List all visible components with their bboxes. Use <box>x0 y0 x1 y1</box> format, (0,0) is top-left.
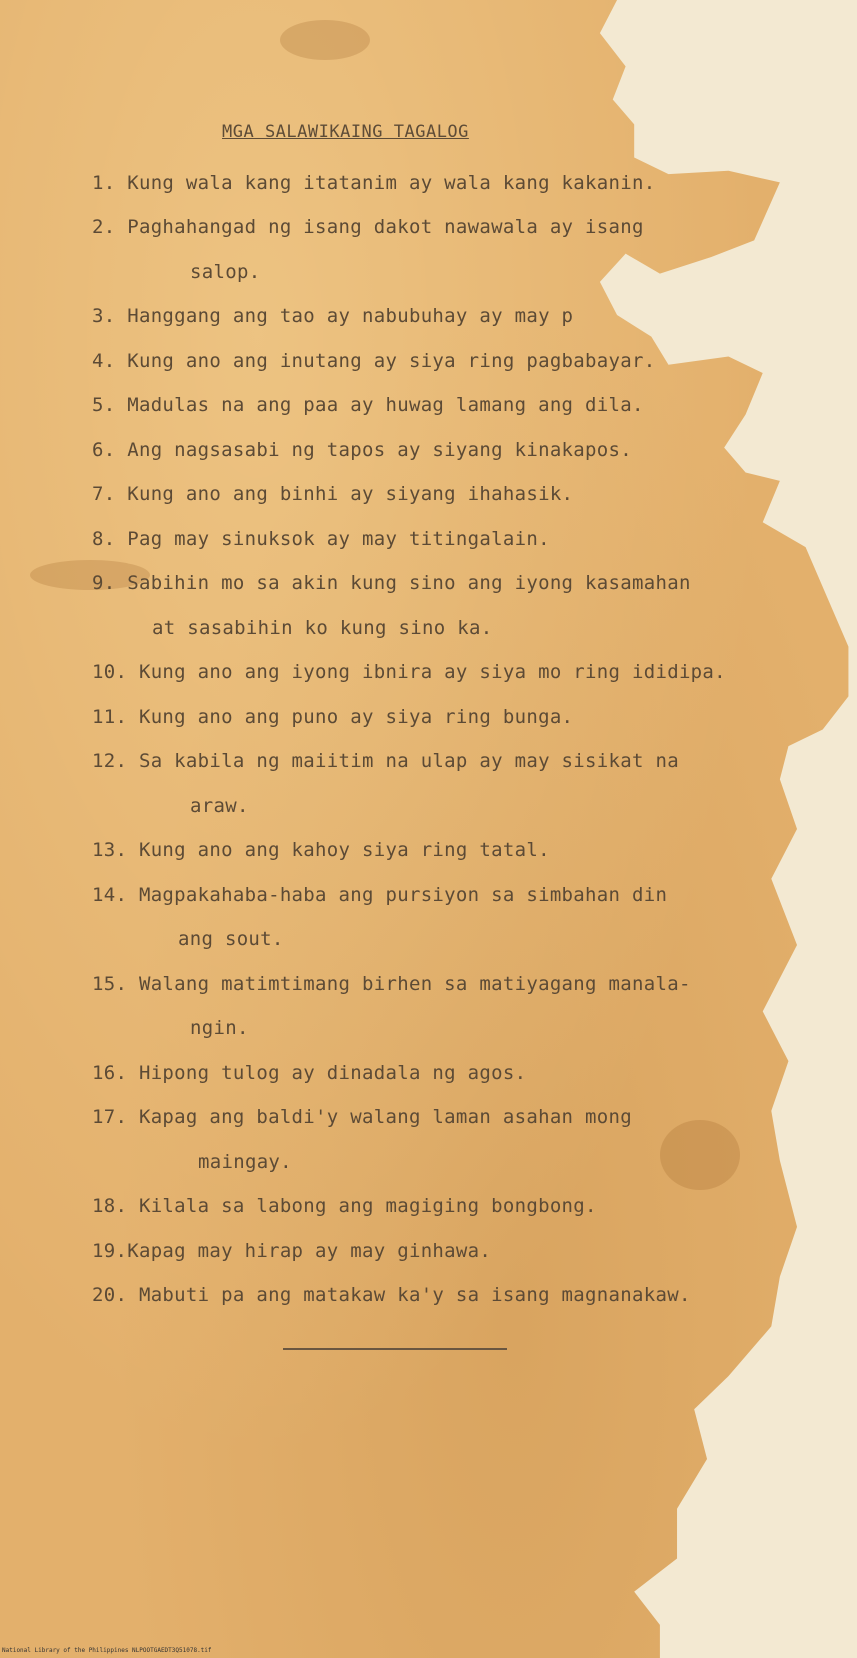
proverb-line: 5. Madulas na ang paa ay huwag lamang ang dila. <box>92 394 644 416</box>
proverb-line: araw. <box>190 795 249 817</box>
closing-rule <box>283 1348 507 1350</box>
proverb-line: 17. Kapag ang baldi'y walang laman asahan mong <box>92 1106 632 1128</box>
proverb-line: 8. Pag may sinuksok ay may titingalain. <box>92 528 550 550</box>
proverb-line: 16. Hipong tulog ay dinadala ng agos. <box>92 1062 527 1084</box>
proverb-line: 3. Hanggang ang tao ay nabubuhay ay may p <box>92 305 574 327</box>
proverb-line: ngin. <box>190 1017 249 1039</box>
proverb-line: at sasabihin ko kung sino ka. <box>152 617 493 639</box>
proverb-line: 11. Kung ano ang puno ay siya ring bunga. <box>92 706 574 728</box>
proverb-line: 10. Kung ano ang iyong ibnira ay siya mo ring ididipa. <box>92 661 726 683</box>
archive-footer: National Library of the Philippines NLPOOTGAEDT3Q51078.tif <box>2 1647 212 1654</box>
proverb-line: 15. Walang matimtimang birhen sa matiyagang manala- <box>92 973 691 995</box>
proverb-line: 14. Magpakahaba-haba ang pursiyon sa simbahan din <box>92 884 668 906</box>
proverb-line: 12. Sa kabila ng maiitim na ulap ay may sisikat na <box>92 750 679 772</box>
proverb-line: 19.Kapag may hirap ay may ginhawa. <box>92 1240 492 1262</box>
proverb-line: 6. Ang nagsasabi ng tapos ay siyang kinakapos. <box>92 439 632 461</box>
proverb-line: 7. Kung ano ang binhi ay siyang ihahasik. <box>92 483 574 505</box>
proverb-line: salop. <box>190 261 261 283</box>
proverb-line: maingay. <box>198 1151 292 1173</box>
document-title: MGA SALAWIKAING TAGALOG <box>222 122 469 142</box>
proverb-line: 2. Paghahangad ng isang dakot nawawala ay isang <box>92 216 644 238</box>
proverb-line: 9. Sabihin mo sa akin kung sino ang iyong kasamahan <box>92 572 691 594</box>
proverb-line: 1. Kung wala kang itatanim ay wala kang kakanin. <box>92 172 656 194</box>
proverb-line: 13. Kung ano ang kahoy siya ring tatal. <box>92 839 550 861</box>
proverb-line: ang sout. <box>178 928 284 950</box>
proverb-line: 4. Kung ano ang inutang ay siya ring pagbabayar. <box>92 350 656 372</box>
proverb-line: 20. Mabuti pa ang matakaw ka'y sa isang magnanakaw. <box>92 1284 691 1306</box>
proverb-line: 18. Kilala sa labong ang magiging bongbong. <box>92 1195 597 1217</box>
